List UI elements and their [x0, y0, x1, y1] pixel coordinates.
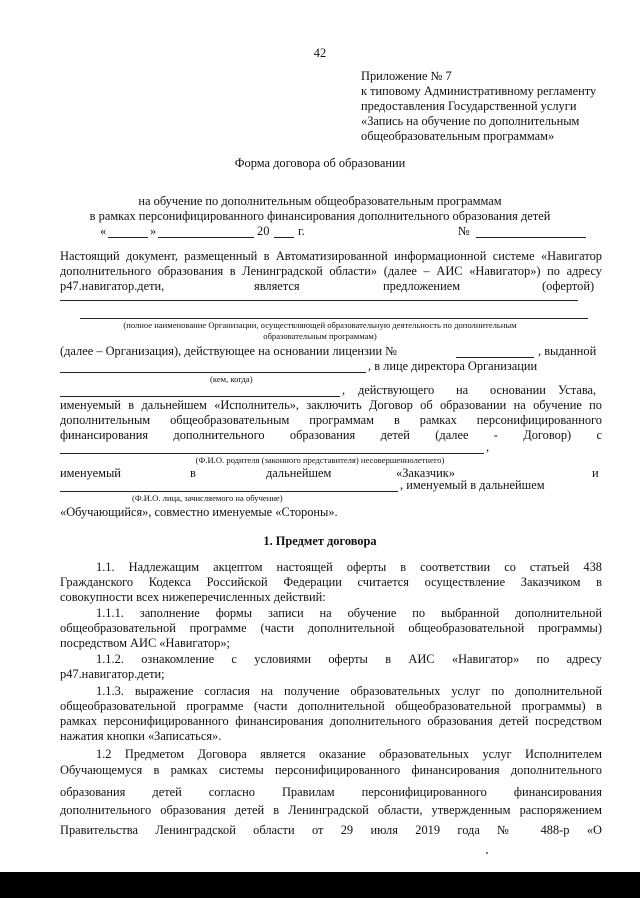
acting-word: основании — [490, 383, 546, 397]
date-close-quote: » — [150, 224, 157, 238]
year-prefix: 20 — [257, 224, 270, 238]
parent-name-blank — [60, 453, 484, 454]
student-caption: (Ф.И.О. лица, зачисляемого на обучение) — [132, 493, 283, 503]
scan-speck — [486, 852, 488, 854]
date-open-quote: « — [100, 224, 107, 238]
clause-line: дополнительного образования детей в Ленинградской области, утвержденным распоряжением — [60, 803, 602, 817]
scan-edge-bar — [0, 872, 640, 898]
appendix-title: Приложение № 7 — [361, 69, 452, 83]
org-name-blank — [80, 318, 588, 319]
clause-line: нажатия кнопки «Записаться». — [60, 729, 222, 743]
named-word: в — [190, 466, 196, 480]
appendix-line: к типовому Административному регламенту — [361, 84, 597, 98]
director-name-blank — [60, 396, 340, 397]
issuer-caption: (кем, когда) — [210, 374, 253, 384]
section-title: 1. Предмет договора — [263, 534, 377, 548]
number-sign: № — [458, 224, 470, 238]
acting-word: на — [456, 383, 469, 397]
clause-line: общеобразовательной программе (части дополнительной общеобразовательной программы) в — [60, 699, 602, 713]
org-caption: (полное наименование Организации, осуществляющей образовательную деятельность по дополнительным — [123, 320, 517, 330]
clause-line: 1.1.3. выражение согласия на получение образовательных услуг по дополнительной — [96, 684, 602, 698]
intro-line: Настоящий документ, размещенный в Автоматизированной информационной системе «Навигатор — [60, 249, 602, 263]
parent-caption: (Ф.И.О. родителя (законного представителя) несовершеннолетнего) — [195, 455, 445, 465]
clause-line: посредством АИС «Навигатор»; — [60, 636, 230, 650]
org-caption: образовательным программам) — [263, 331, 377, 341]
parties-line: «Обучающийся», совместно именуемые «Стороны». — [60, 505, 338, 519]
named-word: «Заказчик» — [396, 466, 455, 480]
intro-line: дополнительного образования в Ленинградской области» (далее – АИС «Навигатор») по адресу — [60, 264, 602, 278]
clause-line: образования детей согласно Правилам персонифицированного финансирования — [60, 785, 602, 799]
license-number-blank — [456, 357, 534, 358]
clause-line: р47.навигатор.дети; — [60, 667, 165, 681]
body-line: дополнительным общеобразовательным программам в рамках персонифицированного — [60, 413, 602, 427]
month-blank — [158, 237, 254, 238]
clause-line: 1.1. Надлежащим акцептом настоящей оферты в соответствии со статьей 438 — [96, 560, 602, 574]
number-blank — [476, 237, 586, 238]
student-tail: , именуемый в дальнейшем — [400, 478, 545, 492]
appendix-line: предоставления Государственной услуги — [361, 99, 577, 113]
subtitle-line: в рамках персонифицированного финансирования дополнительного образования детей — [89, 209, 551, 223]
appendix-line: «Запись на обучение по дополнительным — [361, 114, 580, 128]
year-suffix: г. — [298, 224, 305, 238]
acting-word: , — [342, 383, 346, 397]
acting-word: действующего — [358, 383, 435, 397]
body-line: именуемый в дальнейшем «Исполнитель», заключить Договор об образовании на обучение по — [60, 398, 602, 412]
intro-word: (офертой) — [542, 279, 595, 293]
page-number: 42 — [313, 46, 327, 60]
issuer-blank — [60, 372, 366, 373]
appendix-line: общеобразовательным программам» — [361, 129, 555, 143]
clause-line: рамках персонифицированного финансирования дополнительного образования детей посредством — [60, 714, 602, 728]
subtitle-line: на обучение по дополнительным общеобразовательным программам — [138, 194, 502, 208]
acting-word: Устава, — [558, 383, 597, 397]
clause-line: Гражданского Кодекса Российской Федерации считается осуществление Заказчиком в — [60, 575, 602, 589]
clause-line: общеобразовательной программе (части дополнительной общеобразовательной программы) — [60, 621, 602, 635]
org-name-blank — [60, 300, 578, 301]
body-line: финансирования дополнительного образования детей (далее - Договор) с — [60, 428, 602, 442]
parent-comma: , — [486, 440, 490, 454]
clause-line: 1.1.2. ознакомление с условиями оферты в АИС «Навигатор» по адресу — [96, 652, 602, 666]
intro-word: предложением — [383, 279, 461, 293]
form-title: Форма договора об образовании — [234, 156, 406, 170]
clause-line: 1.2 Предметом Договора является оказание образовательных услуг Исполнителем — [96, 747, 602, 761]
director-text: , в лице директора Организации — [368, 359, 538, 373]
named-word: и — [592, 466, 599, 480]
year-blank — [274, 237, 294, 238]
intro-word: р47.навигатор.дети, — [60, 279, 165, 293]
license-text: (далее – Организация), действующее на основании лицензии № — [60, 344, 398, 358]
intro-word: является — [254, 279, 300, 293]
student-name-blank — [60, 491, 398, 492]
license-issued: , выданной — [538, 344, 597, 358]
named-word: дальнейшем — [266, 466, 332, 480]
clause-line: Правительства Ленинградской области от 29 июля 2019 года № 488-р «О — [60, 823, 602, 837]
clause-line: 1.1.1. заполнение формы записи на обучение по выбранной дополнительной — [96, 606, 602, 620]
named-word: именуемый — [60, 466, 121, 480]
clause-line: Обучающемуся в рамках системы персонифицированного финансирования дополнительного — [60, 763, 602, 777]
clause-line: совокупности всех нижеперечисленных действий: — [60, 590, 326, 604]
day-blank — [108, 237, 148, 238]
